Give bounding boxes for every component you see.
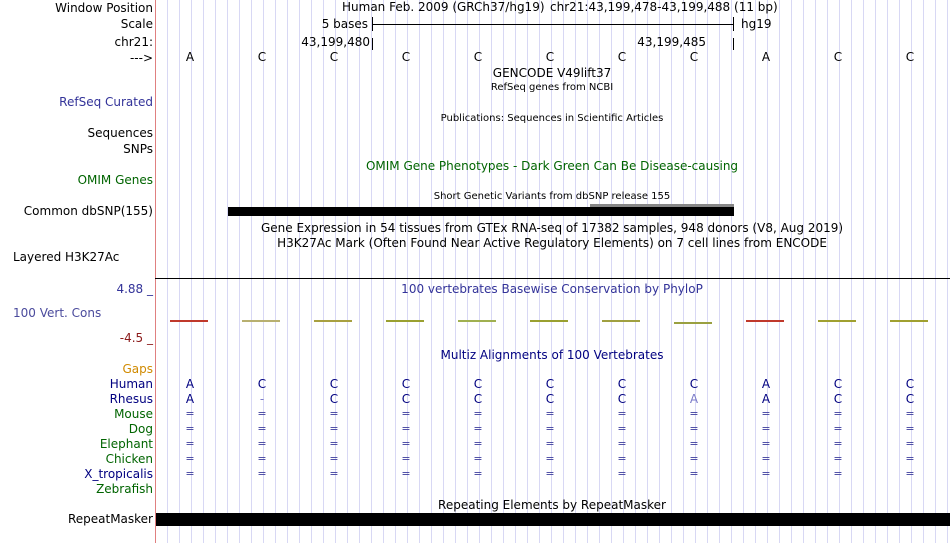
coord-right-tick	[733, 38, 734, 50]
alignment-match: =	[617, 437, 627, 450]
omim-genes-label[interactable]: OMIM Genes	[77, 173, 153, 187]
guide-line	[947, 0, 948, 543]
alignment-match: =	[617, 422, 627, 435]
alignment-base: C	[257, 377, 267, 391]
alignment-base: A	[689, 392, 699, 406]
guide-line	[755, 0, 756, 543]
alignment-base: C	[833, 392, 843, 406]
scale-bar-left-tick	[372, 17, 373, 31]
snps-label[interactable]: SNPs	[123, 142, 153, 156]
conservation-mark	[746, 320, 784, 322]
guide-line	[347, 0, 348, 543]
alignment-base: C	[905, 377, 915, 391]
alignment-match: =	[473, 437, 483, 450]
alignment-base: C	[545, 392, 555, 406]
conservation-track-title[interactable]: 100 vertebrates Basewise Conservation by PhyloP	[401, 282, 703, 296]
track-separator	[155, 278, 950, 279]
alignment-match: =	[329, 437, 339, 450]
guide-line	[167, 0, 168, 543]
guide-line	[419, 0, 420, 543]
guide-line	[815, 0, 816, 543]
base-letter: C	[833, 50, 843, 64]
guide-line	[275, 0, 276, 543]
coord-left-tick	[372, 38, 373, 50]
conservation-mark	[890, 320, 928, 322]
multiz-track-title[interactable]: Multiz Alignments of 100 Vertebrates	[440, 348, 664, 362]
alignment-base: C	[545, 377, 555, 391]
window-position-label: Window Position	[55, 1, 153, 15]
alignment-match: =	[473, 452, 483, 465]
alignment-match: =	[545, 422, 555, 435]
alignment-match: =	[833, 452, 843, 465]
guide-line	[443, 0, 444, 543]
guide-line	[719, 0, 720, 543]
label-divider	[155, 0, 156, 543]
base-letter: C	[905, 50, 915, 64]
alignment-match: =	[473, 422, 483, 435]
alignment-base: C	[833, 377, 843, 391]
h3k27ac-label[interactable]: Layered H3K27Ac	[13, 250, 120, 264]
alignment-match: =	[329, 422, 339, 435]
species-label[interactable]: X_tropicalis	[84, 467, 153, 481]
alignment-match: =	[905, 467, 915, 480]
alignment-match: =	[689, 437, 699, 450]
guide-line	[179, 0, 180, 543]
base-letter: C	[257, 50, 267, 64]
guide-line	[383, 0, 384, 543]
refseq-curated-label[interactable]: RefSeq Curated	[59, 95, 153, 109]
alignment-base: A	[761, 392, 771, 406]
guide-line	[239, 0, 240, 543]
gaps-label[interactable]: Gaps	[122, 362, 153, 376]
scale-bar-right-tick	[733, 17, 734, 31]
alignment-match: =	[689, 467, 699, 480]
alignment-base: C	[473, 377, 483, 391]
guide-line	[791, 0, 792, 543]
species-label[interactable]: Dog	[128, 422, 153, 436]
conservation-mark	[602, 320, 640, 322]
alignment-match: =	[329, 452, 339, 465]
guide-line	[203, 0, 204, 543]
guide-line	[647, 0, 648, 543]
repeatmasker-label[interactable]: RepeatMasker	[67, 512, 153, 526]
alignment-match: =	[185, 422, 195, 435]
dbsnp-variant-bar[interactable]	[228, 207, 734, 216]
alignment-match: =	[545, 467, 555, 480]
alignment-match: =	[401, 467, 411, 480]
base-letter: A	[185, 50, 195, 64]
alignment-match: =	[257, 437, 267, 450]
conservation-mark	[458, 320, 496, 322]
gtex-track-title[interactable]: Gene Expression in 54 tissues from GTEx RNA-seq of 17382 samples, 948 donors (V8, Aug 2019)	[260, 221, 844, 235]
conservation-mark	[530, 320, 568, 322]
guide-line	[671, 0, 672, 543]
guide-line	[215, 0, 216, 543]
alignment-match: =	[185, 467, 195, 480]
alignment-match: =	[689, 452, 699, 465]
alignment-base: C	[473, 392, 483, 406]
conservation-mark	[818, 320, 856, 322]
alignment-match: =	[257, 467, 267, 480]
conservation-max-label: 4.88 _	[116, 282, 153, 296]
guide-line	[803, 0, 804, 543]
conservation-mark	[314, 320, 352, 322]
alignment-base: C	[689, 377, 699, 391]
alignment-match: =	[617, 452, 627, 465]
base-letter: C	[689, 50, 699, 64]
base-letter: C	[329, 50, 339, 64]
guide-line	[299, 0, 300, 543]
guide-line	[731, 0, 732, 543]
guide-line	[251, 0, 252, 543]
conservation-mark	[242, 320, 280, 322]
alignment-match: =	[833, 422, 843, 435]
alignment-match: =	[185, 452, 195, 465]
base-letter: A	[761, 50, 771, 64]
alignment-match: =	[545, 407, 555, 420]
alignment-match: =	[329, 407, 339, 420]
alignment-match: =	[185, 437, 195, 450]
guide-line	[635, 0, 636, 543]
alignment-match: =	[545, 452, 555, 465]
alignment-match: =	[761, 422, 771, 435]
conservation-mark	[674, 322, 712, 324]
alignment-match: =	[329, 467, 339, 480]
alignment-match: =	[833, 467, 843, 480]
publications-track-title[interactable]: Publications: Sequences in Scientific Articles	[440, 113, 664, 124]
guide-line	[935, 0, 936, 543]
coord-left: 43,199,480	[301, 35, 370, 49]
species-label[interactable]: Chicken	[105, 452, 153, 466]
guide-line	[323, 0, 324, 543]
alignment-base: C	[401, 377, 411, 391]
repeatmasker-bar[interactable]	[156, 513, 950, 526]
gencode-track-title[interactable]: GENCODE V49lift37	[492, 66, 612, 80]
alignment-base: A	[185, 377, 195, 391]
base-letter: C	[401, 50, 411, 64]
guide-line	[395, 0, 396, 543]
h3k27ac-track-title[interactable]: H3K27Ac Mark (Often Found Near Active Regulatory Elements) on 7 cell lines from ENCODE	[277, 236, 827, 250]
species-label[interactable]: Zebrafish	[96, 482, 153, 496]
guide-line	[683, 0, 684, 543]
alignment-base: A	[761, 377, 771, 391]
coord-right: 43,199,485	[637, 35, 706, 49]
guide-line	[287, 0, 288, 543]
alignment-base: A	[185, 392, 195, 406]
guide-line	[887, 0, 888, 543]
guide-line	[707, 0, 708, 543]
alignment-match: =	[473, 407, 483, 420]
alignment-base: C	[329, 392, 339, 406]
alignment-match: =	[401, 422, 411, 435]
guide-line	[863, 0, 864, 543]
guide-line	[875, 0, 876, 543]
species-label[interactable]: Human	[109, 377, 153, 391]
species-label[interactable]: Mouse	[114, 407, 153, 421]
assembly-title: Human Feb. 2009 (GRCh37/hg19)	[342, 0, 545, 14]
alignment-match: =	[833, 407, 843, 420]
alignment-match: =	[689, 407, 699, 420]
guide-line	[311, 0, 312, 543]
scale-text: 5 bases	[321, 17, 368, 31]
dbsnp-variant-bar-gray[interactable]	[590, 204, 734, 207]
guide-line	[455, 0, 456, 543]
alignment-match: =	[257, 407, 267, 420]
alignment-match: =	[761, 467, 771, 480]
alignment-match: =	[761, 452, 771, 465]
alignment-match: =	[401, 437, 411, 450]
alignment-match: =	[401, 407, 411, 420]
alignment-match: =	[257, 422, 267, 435]
alignment-base: C	[617, 392, 627, 406]
guide-line	[359, 0, 360, 543]
strand-label: --->	[129, 51, 153, 65]
alignment-match: =	[401, 452, 411, 465]
conservation-mark	[386, 320, 424, 322]
alignment-match: =	[833, 437, 843, 450]
refseq-track-title[interactable]: RefSeq genes from NCBI	[490, 82, 614, 93]
guide-line	[371, 0, 372, 543]
conservation-label[interactable]: 100 Vert. Cons	[13, 306, 102, 320]
alignment-base: -	[259, 392, 265, 406]
guide-line	[743, 0, 744, 543]
omim-track-title[interactable]: OMIM Gene Phenotypes - Dark Green Can Be Disease-causing	[365, 159, 739, 173]
guide-line	[431, 0, 432, 543]
repeatmasker-track-title[interactable]: Repeating Elements by RepeatMasker	[438, 498, 666, 512]
alignment-match: =	[617, 407, 627, 420]
conservation-mark	[170, 320, 208, 322]
guide-line	[827, 0, 828, 543]
alignment-match: =	[689, 422, 699, 435]
alignment-match: =	[905, 437, 915, 450]
alignment-match: =	[257, 452, 267, 465]
chrom-label: chr21:	[114, 35, 153, 49]
scale-db-label: hg19	[741, 17, 772, 31]
base-letter: C	[545, 50, 555, 64]
dbsnp-label[interactable]: Common dbSNP(155)	[23, 204, 153, 218]
alignment-match: =	[617, 467, 627, 480]
alignment-match: =	[905, 452, 915, 465]
guide-line	[467, 0, 468, 543]
guide-line	[779, 0, 780, 543]
alignment-match: =	[761, 407, 771, 420]
dbsnp-track-title[interactable]: Short Genetic Variants from dbSNP release 155	[433, 191, 671, 202]
guide-line	[899, 0, 900, 543]
alignment-base: C	[617, 377, 627, 391]
alignment-base: C	[401, 392, 411, 406]
conservation-min-label: -4.5 _	[119, 331, 153, 345]
guide-line	[659, 0, 660, 543]
sequences-label[interactable]: Sequences	[87, 126, 153, 140]
alignment-match: =	[905, 422, 915, 435]
scale-bar	[372, 24, 734, 25]
alignment-base: C	[329, 377, 339, 391]
alignment-match: =	[545, 437, 555, 450]
guide-line	[227, 0, 228, 543]
position-text: chr21:43,199,478-43,199,488 (11 bp)	[550, 0, 778, 14]
alignment-match: =	[473, 467, 483, 480]
guide-line	[851, 0, 852, 543]
base-letter: C	[617, 50, 627, 64]
guide-line	[923, 0, 924, 543]
alignment-match: =	[905, 407, 915, 420]
base-letter: C	[473, 50, 483, 64]
scale-label: Scale	[120, 17, 153, 31]
species-label[interactable]: Rhesus	[109, 392, 153, 406]
alignment-match: =	[185, 407, 195, 420]
alignment-match: =	[761, 437, 771, 450]
species-label[interactable]: Elephant	[99, 437, 153, 451]
alignment-base: C	[905, 392, 915, 406]
